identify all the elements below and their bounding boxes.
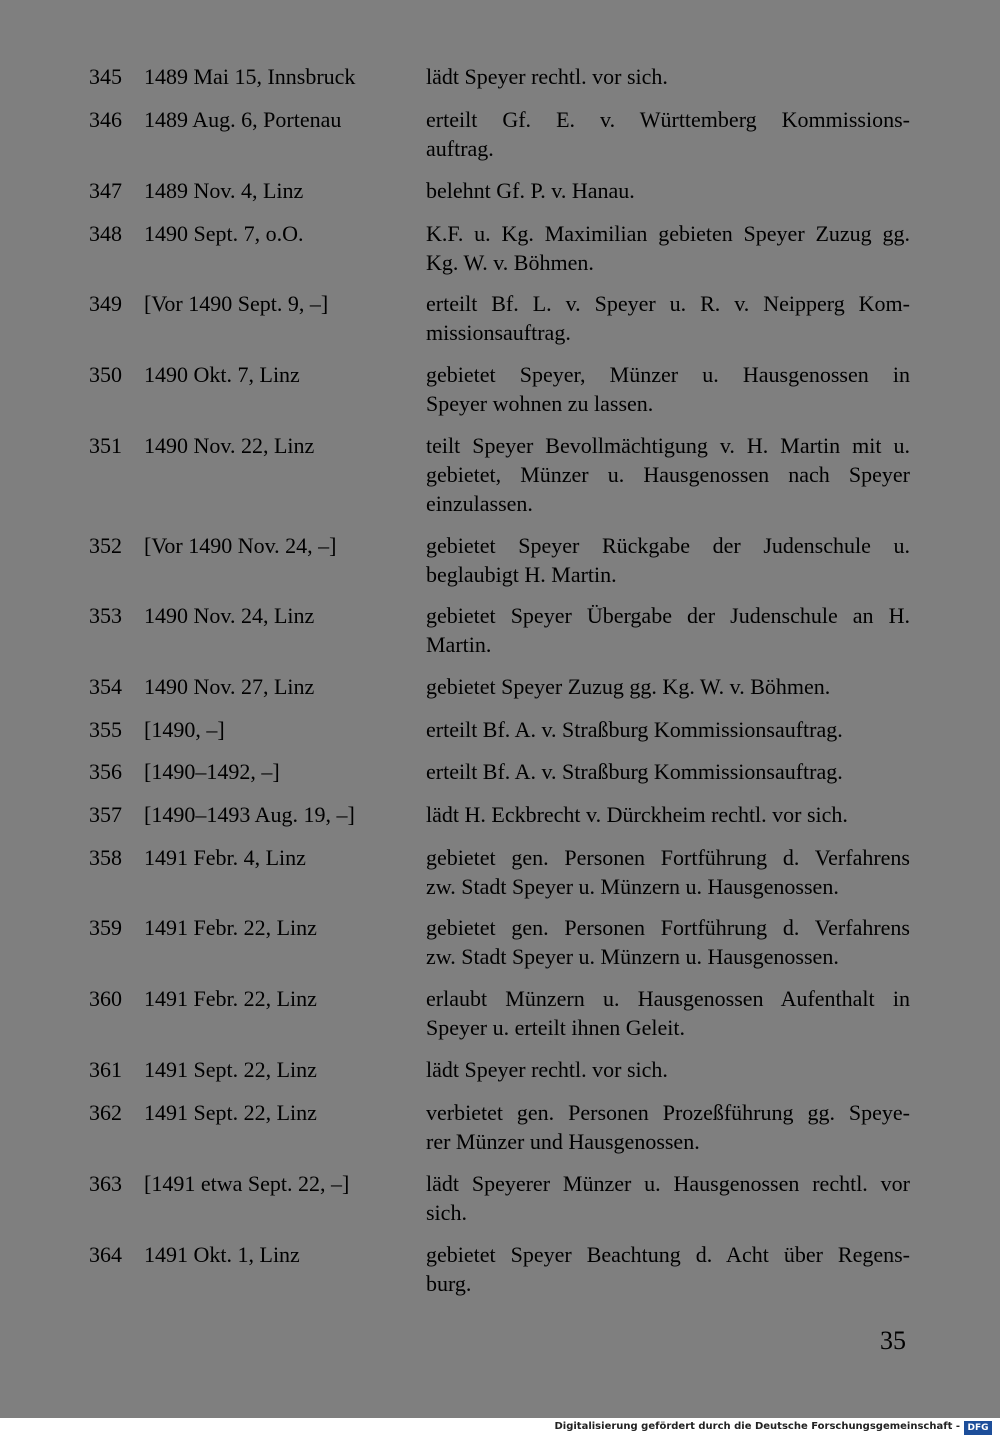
entry-date-place: 1490 Nov. 27, Linz [144, 674, 315, 699]
entry-date-place: [Vor 1490 Sept. 9, –] [144, 291, 329, 316]
summary-line: auftrag. [426, 136, 494, 161]
entry-number: 351 [89, 433, 122, 458]
entry-summary [426, 800, 910, 829]
summary-line: lädt H. Eckbrecht v. Dürckheim rechtl. vor sich. [426, 802, 848, 827]
entry-date-place: 1491 Febr. 4, Linz [144, 845, 306, 870]
footer-credit: Digitalisierung gefördert durch die Deutsche Forschungsgemeinschaft - [554, 1421, 960, 1432]
entry-date-place: [1490–1492, –] [144, 759, 280, 784]
entry-summary [426, 1098, 910, 1156]
entry-date-place: 1491 Okt. 1, Linz [144, 1242, 300, 1267]
entry-summary [426, 360, 910, 418]
summary-line: Speyer wohnen zu lassen. [426, 391, 654, 416]
entry-summary [426, 757, 910, 786]
entry-summary [426, 1055, 910, 1084]
entry-summary [426, 601, 910, 659]
entry-date-place: [Vor 1490 Nov. 24, –] [144, 533, 337, 558]
entry-number: 356 [89, 759, 122, 784]
page-number: 35 [880, 1326, 906, 1355]
entry-date-place: [1490–1493 Aug. 19, –] [144, 802, 355, 827]
entry-date-place: 1491 Febr. 22, Linz [144, 986, 317, 1011]
summary-line: belehnt Gf. P. v. Hanau. [426, 178, 635, 203]
summary-line: gebietet gen. Personen Fortführung d. Verfahrens [426, 845, 910, 870]
entry-summary [426, 672, 910, 701]
entry-summary [426, 105, 910, 163]
entry-number: 362 [89, 1100, 122, 1125]
summary-line: Speyer u. erteilt ihnen Geleit. [426, 1015, 686, 1040]
entry-number: 350 [89, 362, 122, 387]
entry-date-place: 1490 Sept. 7, o.O. [144, 221, 304, 246]
entry-number: 360 [89, 986, 122, 1011]
entry-number: 359 [89, 915, 122, 940]
summary-line: zw. Stadt Speyer u. Münzern u. Hausgenossen. [426, 874, 839, 899]
summary-line: missionsauftrag. [426, 320, 571, 345]
entry-date-place: 1490 Nov. 22, Linz [144, 433, 315, 458]
summary-line: beglaubigt H. Martin. [426, 562, 617, 587]
entry-date-place: 1489 Nov. 4, Linz [144, 178, 304, 203]
entry-number: 353 [89, 603, 122, 628]
entry-date-place: [1490, –] [144, 717, 225, 742]
summary-line: K.F. u. Kg. Maximilian gebieten Speyer Zuzug gg. [426, 221, 910, 246]
summary-line: lädt Speyerer Münzer u. Hausgenossen rechtl. vor [426, 1171, 910, 1196]
summary-line: gebietet, Münzer u. Hausgenossen nach Speyer [426, 462, 910, 487]
entry-date-place: [1491 etwa Sept. 22, –] [144, 1171, 350, 1196]
summary-line: sich. [426, 1200, 467, 1225]
entry-number: 354 [89, 674, 122, 699]
entry-number: 358 [89, 845, 122, 870]
summary-line: lädt Speyer rechtl. vor sich. [426, 64, 668, 89]
summary-line: gebietet Speyer Übergabe der Judenschule an H. [426, 603, 910, 628]
summary-line: gebietet Speyer Zuzug gg. Kg. W. v. Böhmen. [426, 674, 831, 699]
entry-number: 345 [89, 64, 122, 89]
entry-number: 352 [89, 533, 122, 558]
summary-line: gebietet Speyer Beachtung d. Acht über Regens- [426, 1242, 910, 1267]
summary-line: einzulassen. [426, 491, 533, 516]
summary-line: teilt Speyer Bevollmächtigung v. H. Martin mit u. [426, 433, 910, 458]
entry-summary [426, 715, 910, 744]
summary-line: erteilt Gf. E. v. Württemberg Kommissions- [426, 107, 910, 132]
entry-number: 355 [89, 717, 122, 742]
summary-line: erteilt Bf. L. v. Speyer u. R. v. Neipperg Kom- [426, 291, 910, 316]
entry-summary [426, 62, 910, 91]
entry-summary [426, 289, 910, 347]
summary-line: Kg. W. v. Böhmen. [426, 250, 594, 275]
entry-summary [426, 1240, 910, 1298]
summary-line: gebietet gen. Personen Fortführung d. Verfahrens [426, 915, 910, 940]
entry-date-place: 1491 Febr. 22, Linz [144, 915, 317, 940]
entry-number: 346 [89, 107, 122, 132]
entry-summary [426, 531, 910, 589]
footer-bar [0, 1418, 1000, 1439]
dfg-logo: DFG [964, 1421, 992, 1435]
summary-line: gebietet Speyer Rückgabe der Judenschule u. [426, 533, 910, 558]
entry-summary [426, 913, 910, 971]
summary-line: erteilt Bf. A. v. Straßburg Kommissionsauftrag. [426, 759, 843, 784]
entry-summary [426, 843, 910, 901]
entry-summary [426, 431, 910, 518]
summary-line: erlaubt Münzern u. Hausgenossen Aufenthalt in [426, 986, 910, 1011]
summary-line: lädt Speyer rechtl. vor sich. [426, 1057, 668, 1082]
summary-line: verbietet gen. Personen Prozeßführung gg. Speye- [426, 1100, 910, 1125]
entry-summary [426, 176, 910, 205]
entry-number: 363 [89, 1171, 122, 1196]
entry-summary [426, 219, 910, 277]
summary-line: rer Münzer und Hausgenossen. [426, 1129, 700, 1154]
entry-number: 357 [89, 802, 122, 827]
entry-number: 361 [89, 1057, 122, 1082]
entry-summary [426, 984, 910, 1042]
summary-line: burg. [426, 1271, 472, 1296]
entry-date-place: 1489 Mai 15, Innsbruck [144, 64, 356, 89]
summary-line: gebietet Speyer, Münzer u. Hausgenossen in [426, 362, 910, 387]
entry-number: 348 [89, 221, 122, 246]
entry-date-place: 1491 Sept. 22, Linz [144, 1057, 317, 1082]
entry-date-place: 1490 Nov. 24, Linz [144, 603, 315, 628]
summary-line: zw. Stadt Speyer u. Münzern u. Hausgenossen. [426, 944, 839, 969]
entry-summary [426, 1169, 910, 1227]
entry-date-place: 1490 Okt. 7, Linz [144, 362, 300, 387]
summary-line: Martin. [426, 632, 492, 657]
entry-number: 347 [89, 178, 122, 203]
entry-number: 349 [89, 291, 122, 316]
entry-date-place: 1489 Aug. 6, Portenau [144, 107, 342, 132]
entry-date-place: 1491 Sept. 22, Linz [144, 1100, 317, 1125]
entry-number: 364 [89, 1242, 122, 1267]
summary-line: erteilt Bf. A. v. Straßburg Kommissionsauftrag. [426, 717, 843, 742]
